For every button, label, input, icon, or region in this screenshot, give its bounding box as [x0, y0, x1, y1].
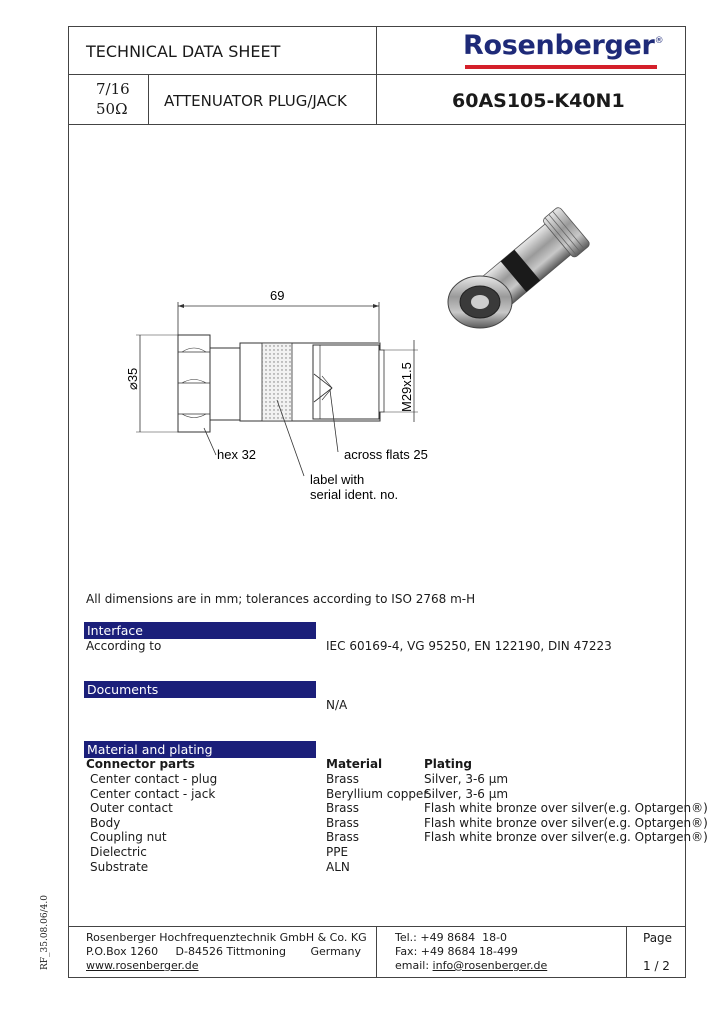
- serial-label-area: [262, 343, 292, 421]
- part-material: Brass: [326, 830, 360, 845]
- telephone: Tel.: +49 8684 18-0: [395, 931, 508, 944]
- header-divider: [68, 74, 686, 75]
- page-number: 1 / 2: [643, 959, 670, 973]
- brand-underline: [465, 65, 657, 69]
- part-material: ALN: [326, 859, 350, 874]
- label-note-line2: serial ident. no.: [310, 487, 399, 502]
- part-plating: Silver, 3-6 µm: [424, 772, 509, 786]
- product-name: ATTENUATOR PLUG/JACK: [164, 92, 347, 110]
- part-material: Brass: [326, 801, 360, 816]
- side-code: RF_35.08.06/4.0: [40, 895, 50, 970]
- part-plating: Silver, 3-6 µm: [424, 786, 509, 801]
- jack-end: [313, 345, 379, 419]
- part-name: Body: [90, 815, 121, 830]
- col-material: Material: [326, 757, 383, 771]
- impedance: 50Ω: [96, 100, 128, 118]
- hex-label: hex 32: [217, 447, 257, 462]
- website-link[interactable]: www.rosenberger.de: [86, 959, 199, 972]
- brand-logo: [463, 30, 664, 61]
- company-name: Rosenberger Hochfrequenztechnik GmbH & Co. KG: [86, 931, 367, 944]
- fax: Fax: +49 8684 18-499: [395, 945, 518, 958]
- body-neck: [210, 348, 240, 420]
- col-plating: Plating: [424, 757, 472, 771]
- label-note-line1: label with: [310, 472, 365, 487]
- email-label: email:: [395, 959, 430, 972]
- part-name: Coupling nut: [90, 830, 167, 845]
- footer-divider: [68, 926, 686, 927]
- part-name: Outer contact: [90, 801, 173, 816]
- thread-label: M29x1.5: [399, 362, 414, 412]
- document-title: TECHNICAL DATA SHEET: [86, 42, 281, 61]
- diameter-label: ⌀35: [125, 367, 140, 390]
- part-material: Beryllium copper: [326, 786, 429, 801]
- col-connector-parts: Connector parts: [86, 757, 195, 771]
- documents-value: N/A: [326, 698, 348, 712]
- footer-divider-1: [376, 926, 377, 978]
- material-heading: Material and plating: [84, 741, 316, 758]
- part-plating: Flash white bronze over silver(e.g. Optargen®): [424, 815, 708, 830]
- part-name: Center contact - jack: [90, 786, 216, 801]
- dimensions-note: All dimensions are in mm; tolerances according to ISO 2768 m-H: [86, 592, 476, 606]
- email-link[interactable]: info@rosenberger.de: [432, 959, 548, 972]
- brand-registered-mark: ®: [654, 36, 664, 46]
- material-column: [326, 772, 428, 874]
- header-vertical-divider: [376, 26, 377, 124]
- part-plating: Flash white bronze over silver(e.g. Optargen®): [424, 801, 708, 816]
- header-size-divider: [148, 74, 149, 124]
- documents-heading: Documents: [84, 681, 316, 698]
- plating-column: [424, 772, 708, 845]
- brand-name: Rosenberger: [463, 30, 655, 61]
- material-row: [90, 772, 217, 874]
- part-name: Dielectric: [90, 844, 147, 859]
- interface-heading: Interface: [84, 622, 316, 639]
- part-name: Center contact - plug: [90, 772, 218, 786]
- flats-label: across flats 25: [344, 447, 428, 462]
- product-photo: [440, 192, 610, 342]
- arrow-right: [373, 304, 379, 308]
- header-bottom-divider: [68, 124, 686, 125]
- part-number: 60AS105-K40N1: [452, 90, 625, 112]
- part-material: Brass: [326, 815, 360, 830]
- technical-drawing: [120, 280, 450, 510]
- connector-size: 7/16: [96, 80, 130, 98]
- company-address: P.O.Box 1260 D-84526 Tittmoning Germany: [86, 945, 361, 958]
- interface-value: IEC 60169-4, VG 95250, EN 122190, DIN 47223: [326, 639, 612, 653]
- footer-divider-2: [626, 926, 627, 978]
- part-material: PPE: [326, 844, 349, 859]
- part-material: Brass: [326, 772, 360, 786]
- email-row: [395, 959, 547, 972]
- part-name: Substrate: [90, 859, 149, 874]
- interface-label: According to: [86, 639, 162, 653]
- arrow-left: [178, 304, 184, 308]
- page-label: Page: [643, 931, 673, 945]
- part-plating: Flash white bronze over silver(e.g. Optargen®): [424, 830, 708, 845]
- length-label: 69: [270, 288, 285, 303]
